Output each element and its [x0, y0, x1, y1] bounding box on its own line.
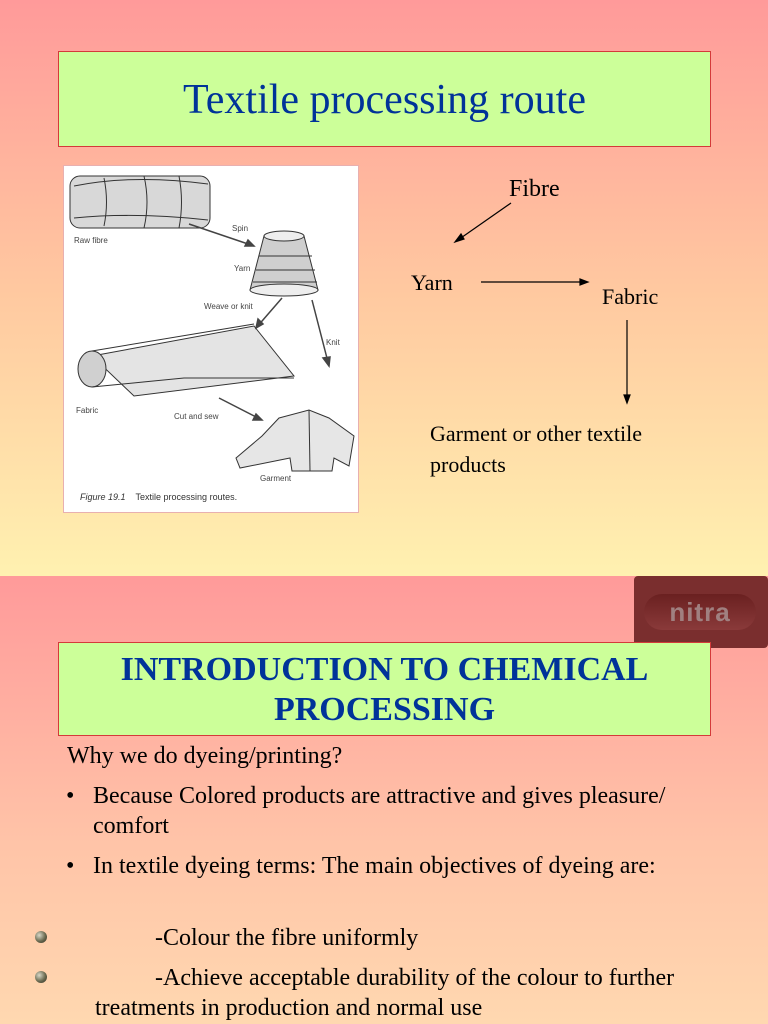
nitra-logo	[634, 576, 768, 648]
figure-caption-text: Textile processing routes.	[135, 492, 238, 502]
figure-number: Figure 19.1	[80, 492, 126, 502]
logo-text: nitra	[644, 594, 756, 630]
bullet-text: Because Colored products are attractive and gives pleasure/ comfort	[93, 783, 666, 839]
bullet-item	[66, 781, 716, 841]
bullet-text: In textile dyeing terms: The main objectives of dyeing are:	[93, 853, 656, 879]
flow-fabric: Fabric	[602, 284, 659, 309]
label-spin: Spin	[232, 224, 249, 233]
label-cut-and-sew: Cut and sew	[174, 412, 219, 421]
label-fabric: Fabric	[76, 406, 99, 415]
flow-yarn: Yarn	[411, 270, 453, 295]
label-yarn: Yarn	[234, 264, 251, 273]
sub-point-text: -Colour the fibre uniformly	[155, 925, 419, 951]
sphere-bullet-icon	[35, 931, 47, 943]
sphere-bullet-icon	[35, 971, 47, 983]
flow-garment: Garment or other textile products	[430, 421, 642, 477]
bullet-mark: •	[66, 853, 75, 879]
slide-title: INTRODUCTION TO CHEMICAL PROCESSING	[58, 642, 711, 736]
sub-point	[95, 963, 735, 1023]
slide-title: Textile processing route	[58, 51, 711, 147]
sub-point	[95, 923, 735, 953]
label-garment: Garment	[260, 474, 292, 483]
label-raw-fibre: Raw fibre	[74, 236, 108, 245]
question-text: Why we do dyeing/printing?	[67, 743, 343, 769]
bullet-mark: •	[66, 783, 75, 809]
bullet-item	[66, 851, 716, 881]
label-weave-or-knit: Weave or knit	[204, 302, 253, 311]
flow-fibre: Fibre	[509, 176, 560, 202]
sub-point-text: -Achieve acceptable durability of the colour to further treatments in production and normal use	[95, 965, 675, 1021]
label-knit: Knit	[326, 338, 340, 347]
slide-chemical-processing	[0, 576, 768, 1024]
